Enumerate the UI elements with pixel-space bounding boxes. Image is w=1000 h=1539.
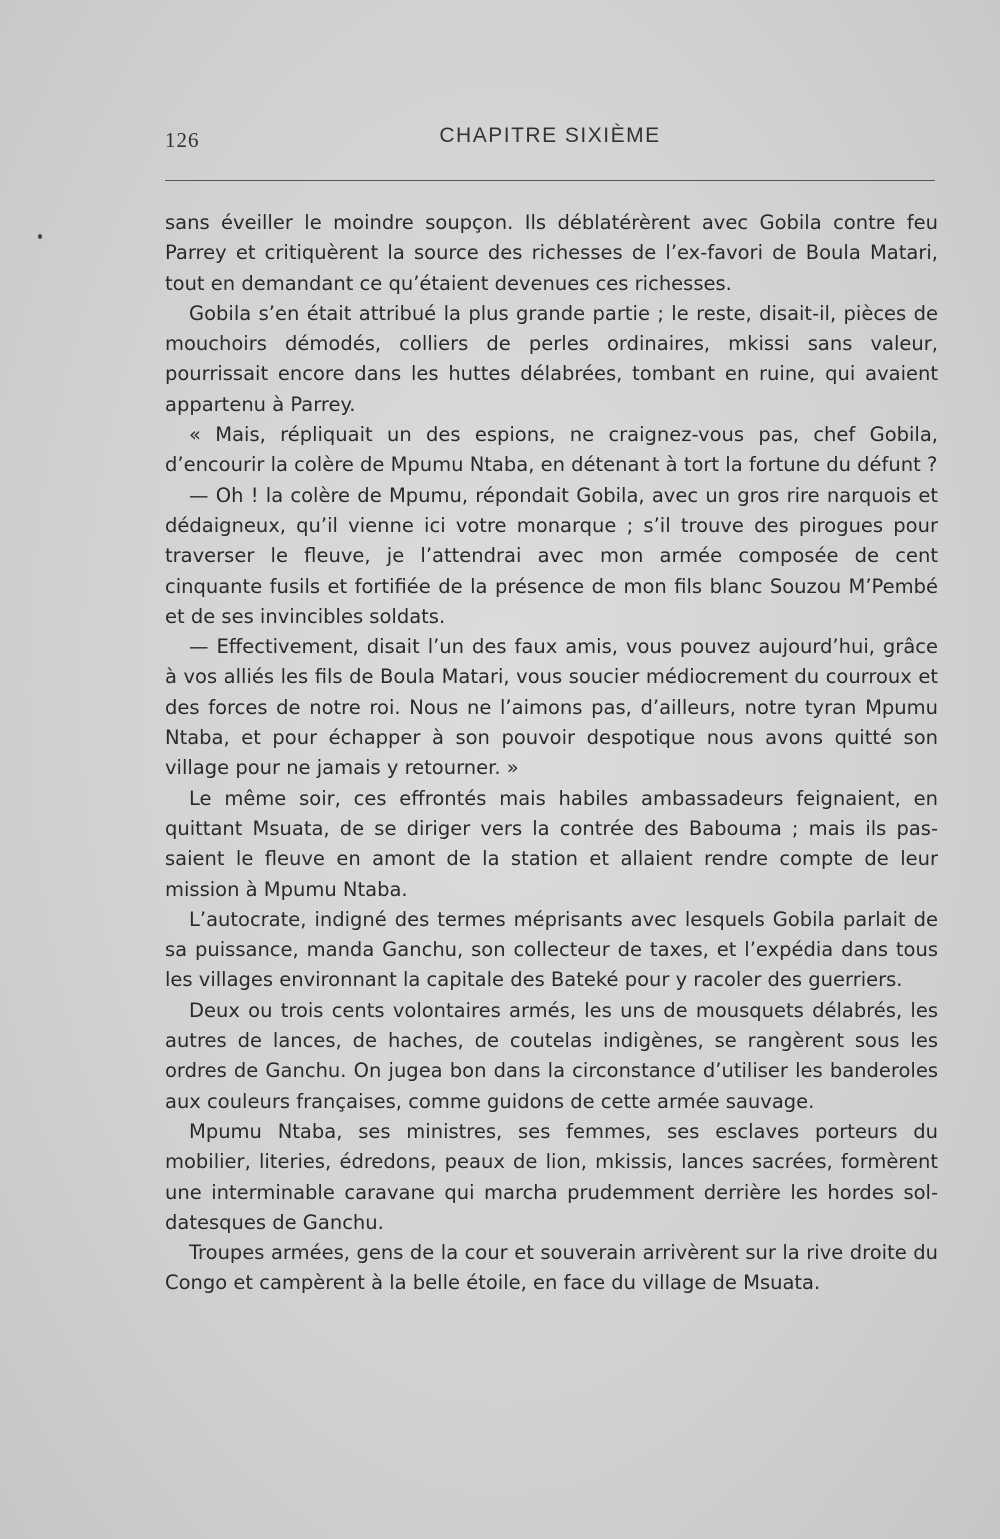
paragraph: Gobila s’en était attribué la plus grande partie ; le reste, disait-il, pièces de mouchoirs démodés, colliers de perles ordinaires, mkissi sans valeur, pourrissait encore dans les huttes délabrées, tombant en ruine, qui avaient appartenu à Parrey. xyxy=(165,301,938,416)
paragraph: Mpumu Ntaba, ses ministres, ses femmes, ses esclaves porteurs du mobilier, literies, édredons, peaux de lion, mkissis, lances sacrées, formèrent une interminable caravane qui marcha prudemment derrière les hordes soldatesques de Ganchu. xyxy=(165,1119,938,1234)
paragraph: — Effectivement, disait l’un des faux amis, vous pouvez aujourd’hui, grâce à vos alliés les fils de Boula Matari, vous soucier médiocrement du courroux et des forces de notre roi. Nous ne l’aimons pas, d’ailleurs, notre tyran Mpumu Ntaba, et pour échapper à son pouvoir despotique nous avons quitté son village pour ne jamais y retourner. » xyxy=(165,635,938,780)
paragraph: Troupes armées, gens de la cour et souverain arrivèrent sur la rive droite du Congo et campèrent à la belle étoile, en face du village de Msuata. xyxy=(165,1241,938,1295)
paragraph: — Oh ! la colère de Mpumu, répondait Gobila, avec un gros rire narquois et dédaigneux, qu’il vienne ici votre monarque ; s’il trouve des pirogues pour traverser le fleuve, je l’attendrai avec mon armée composée de cent cinquante fusils et fortifiée de la présence de mon fils blanc Souzou M’Pembé et de ses invincibles soldats. xyxy=(165,483,938,628)
body-text xyxy=(165,208,938,1299)
page-number: 126 xyxy=(165,128,200,152)
running-head xyxy=(165,124,935,158)
paragraph: Le même soir, ces effrontés mais habiles ambassadeurs feignaient, en quittant Msuata, de se diriger vers la contrée des Babouma ; mais ils passaient le fleuve en amont de la station et allaient rendre compte de leur mission à Mpumu Ntaba. xyxy=(165,786,938,901)
paragraph: sans éveiller le moindre soupçon. Ils déblatérèrent avec Gobila contre feu Parrey et critiquèrent la source des richesses de l’ex-favori de Boula Matari, tout en demandant ce qu’étaient devenues ces richesses. xyxy=(165,211,938,295)
paragraph: « Mais, répliquait un des espions, ne craignez-vous pas, chef Gobila, d’encourir la colère de Mpumu Ntaba, en détenant à tort la fortune du défunt ? xyxy=(165,423,938,477)
paragraph: Deux ou trois cents volontaires armés, les uns de mousquets délabrés, les autres de lances, de haches, de coutelas indigènes, se rangèrent sous les ordres de Ganchu. On jugea bon dans la circonstance d’utiliser les banderoles aux couleurs françaises, comme guidons de cette armée sauvage. xyxy=(165,998,938,1113)
ink-speck xyxy=(38,234,42,239)
chapter-title: CHAPITRE SIXIÈME xyxy=(439,124,661,147)
header-rule xyxy=(165,180,935,181)
paragraph: L’autocrate, indigné des termes méprisants avec lesquels Gobila parlait de sa puissance, manda Ganchu, son collecteur de taxes, et l’expédia dans tous les villages environnant la capitale des Bateké pour y racoler des guerriers. xyxy=(165,907,938,992)
